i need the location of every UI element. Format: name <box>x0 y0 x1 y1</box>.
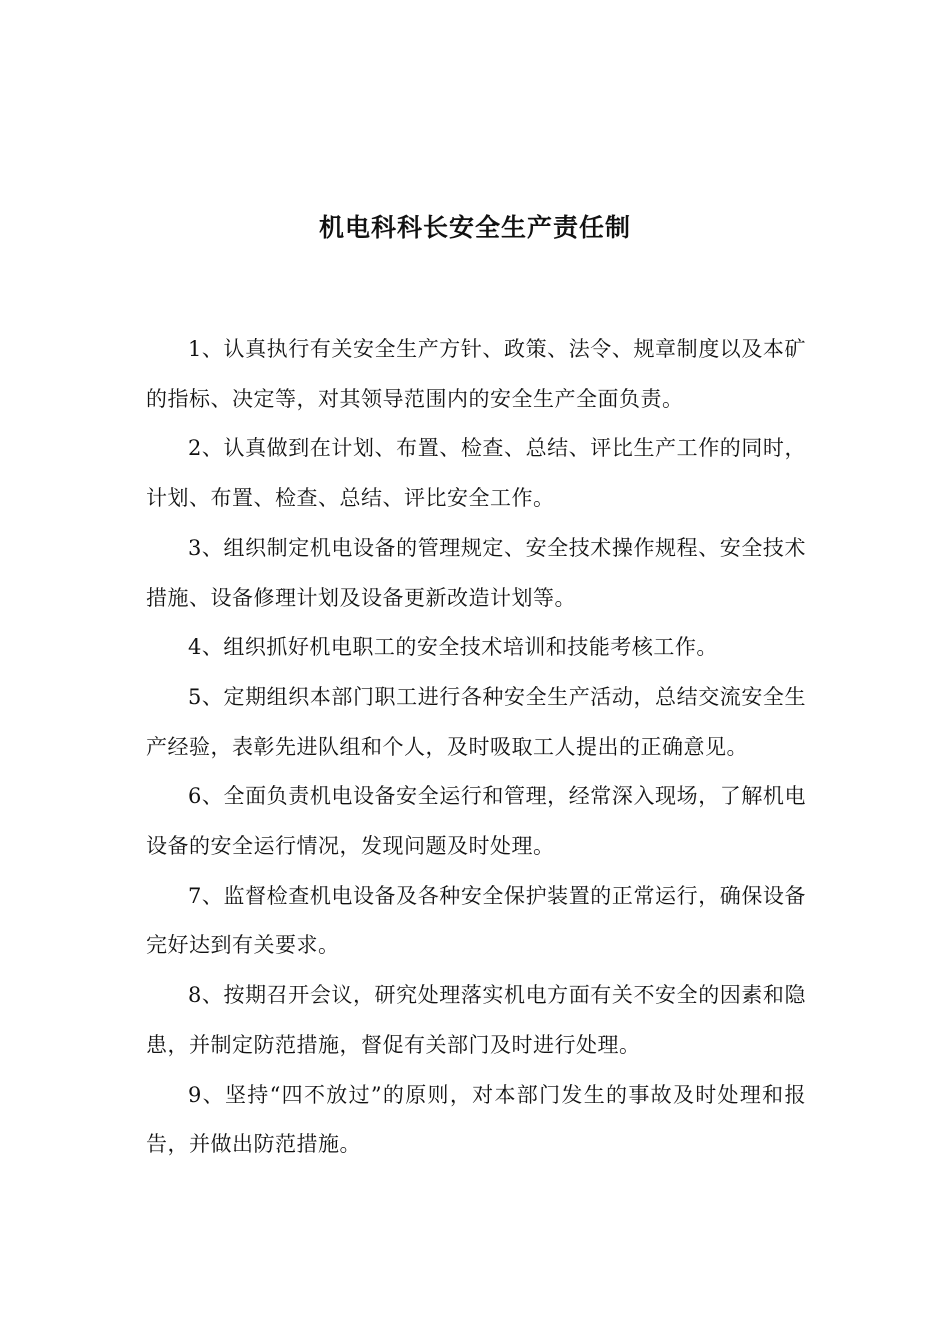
paragraph-item-5: 5、定期组织本部门职工进行各种安全生产活动，总结交流安全生产经验，表彰先进队组和个人，及时吸取工人提出的正确意见。 <box>146 684 806 759</box>
paragraph-item-8: 8、按期召开会议，研究处理落实机电方面有关不安全的因素和隐患，并制定防范措施，督促有关部门及时进行处理。 <box>146 983 806 1057</box>
paragraph-item-6: 6、全面负责机电设备安全运行和管理，经常深入现场，了解机电设备的安全运行情况，发现问题及时处理。 <box>146 784 806 859</box>
paragraph-item-7: 7、监督检查机电设备及各种安全保护装置的正常运行，确保设备完好达到有关要求。 <box>146 883 806 958</box>
paragraph-item-4: 4、组织抓好机电职工的安全技术培训和技能考核工作。 <box>188 635 718 660</box>
paragraph-item-3: 3、组织制定机电设备的管理规定、安全技术操作规程、安全技术措施、设备修理计划及设备更新改造计划等。 <box>146 535 806 610</box>
document-title: 机电科科长安全生产责任制 <box>318 213 631 242</box>
paragraph-item-1: 1、认真执行有关安全生产方针、政策、法令、规章制度以及本矿的指标、决定等，对其领导范围内的安全生产全面负责。 <box>146 337 806 411</box>
document-body <box>146 325 806 1170</box>
paragraph-item-2: 2、认真做到在计划、布置、检查、总结、评比生产工作的同时，计划、布置、检查、总结、评比安全工作。 <box>146 436 806 511</box>
paragraph-item-9: 9、坚持“四不放过”的原则，对本部门发生的事故及时处理和报告，并做出防范措施。 <box>146 1082 806 1157</box>
